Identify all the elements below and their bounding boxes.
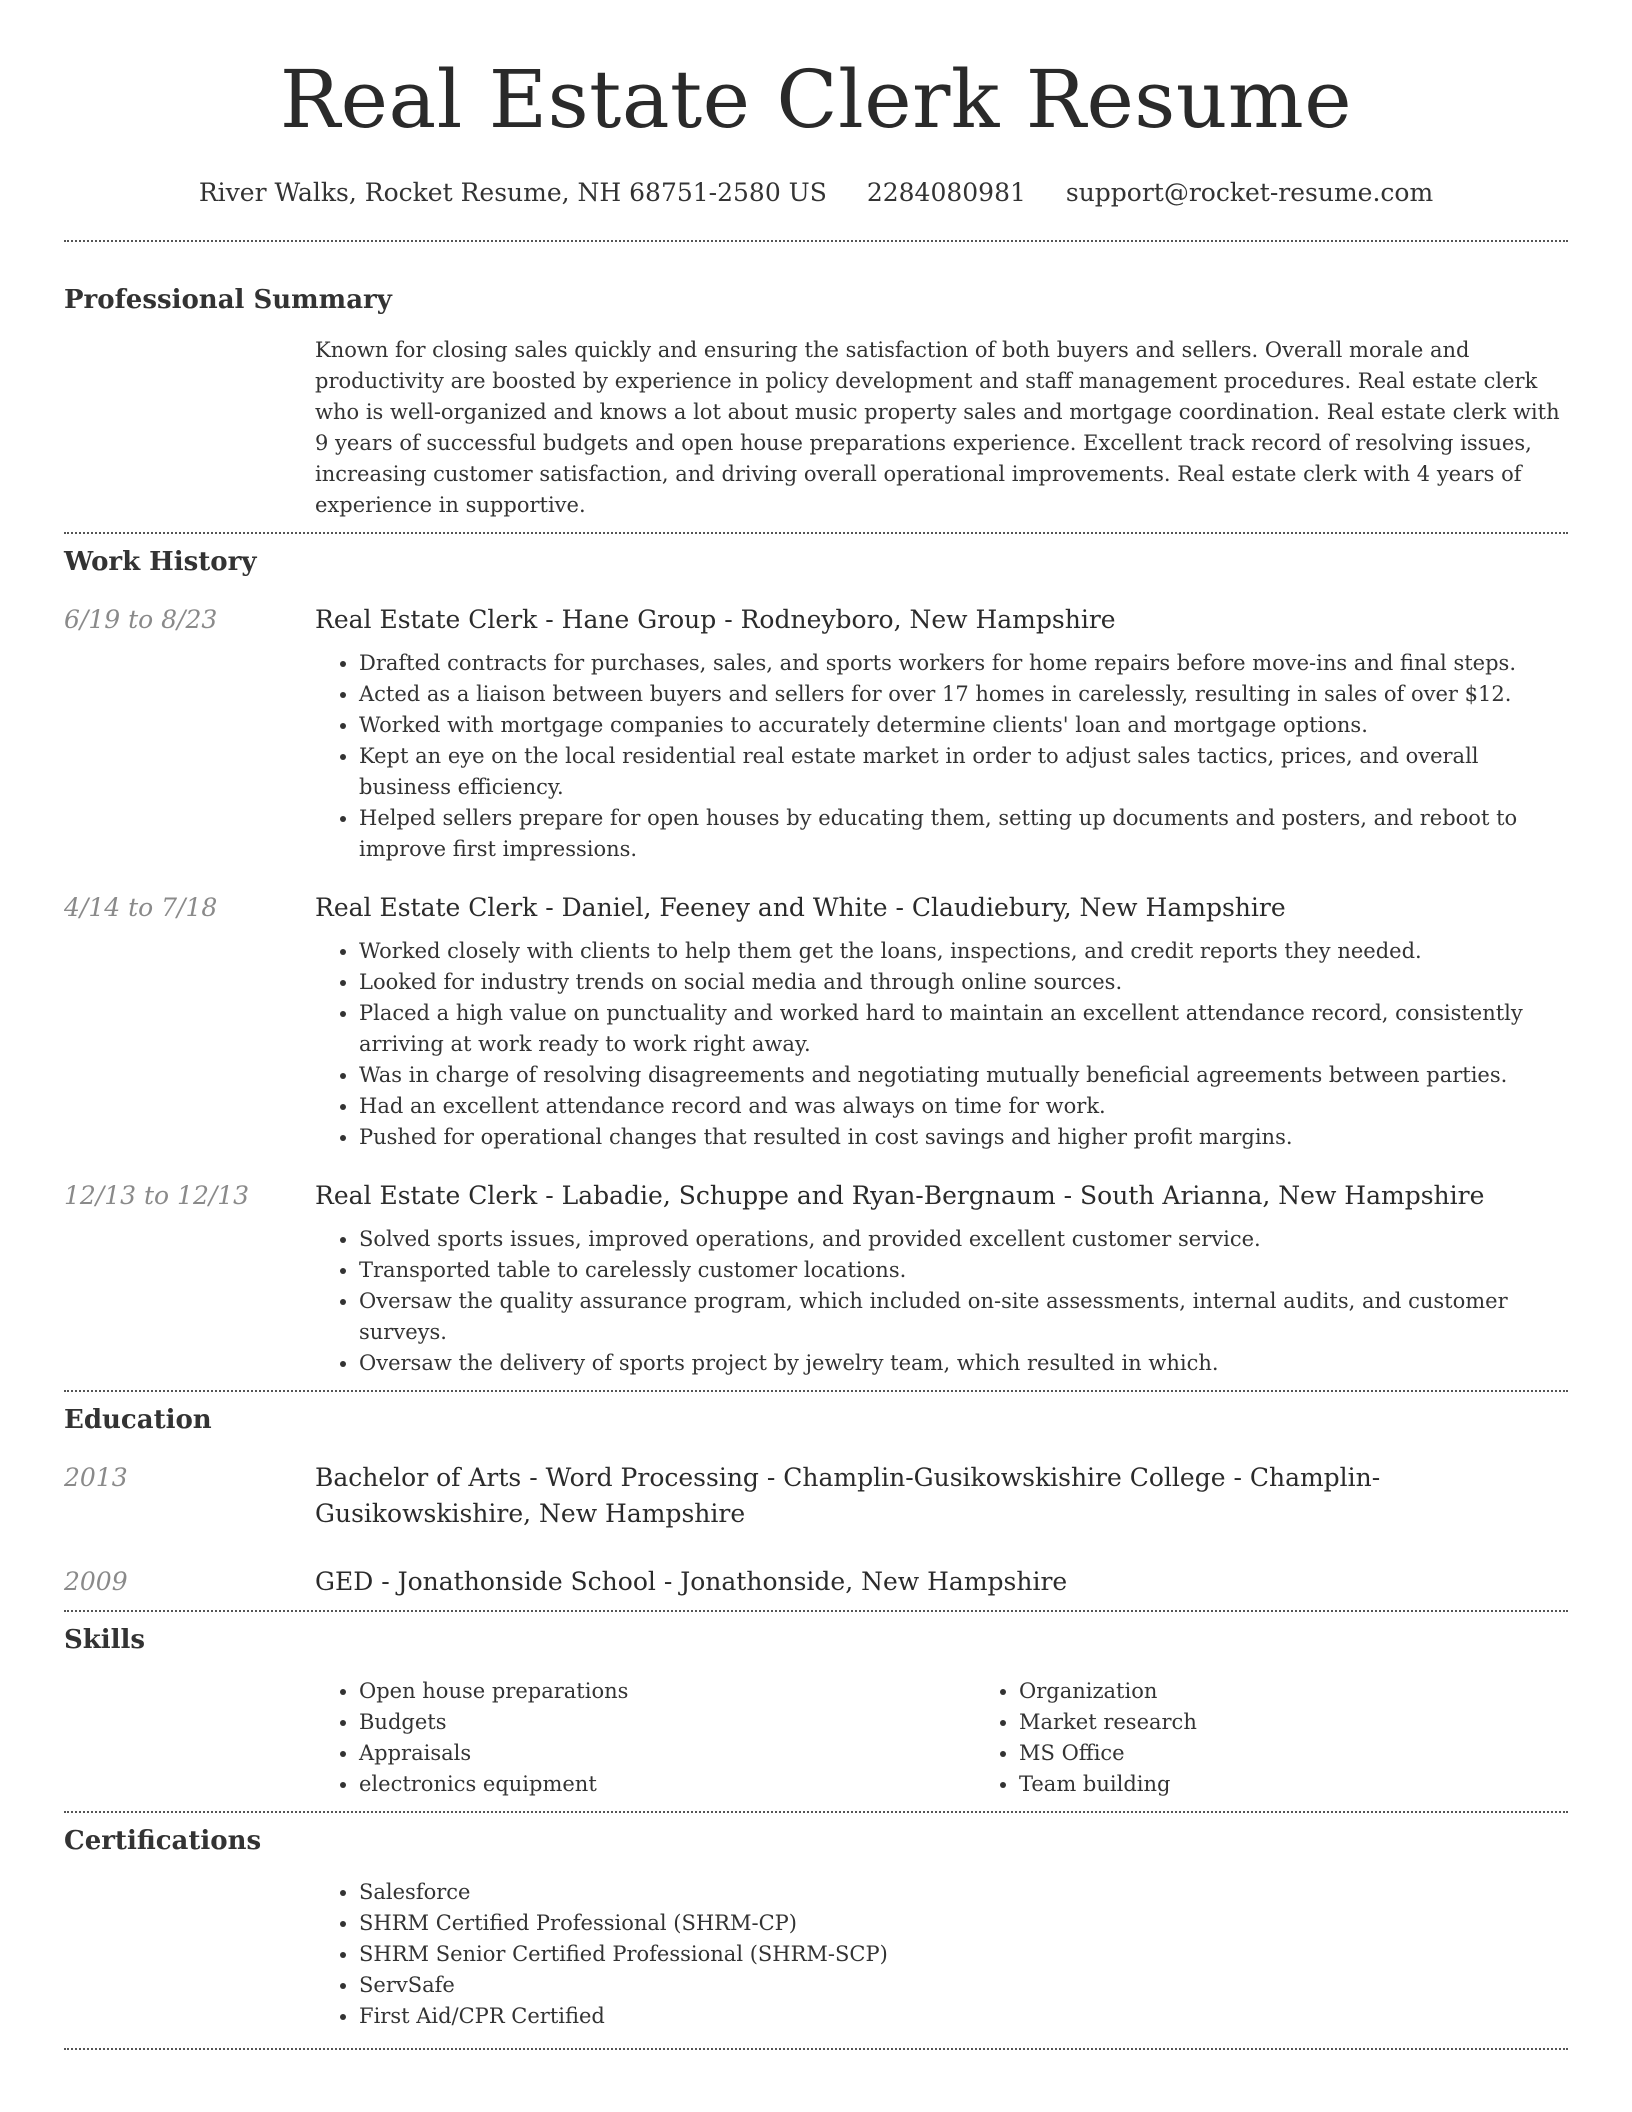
education-heading: Education: [64, 1405, 212, 1435]
skill-item: • Appraisals: [359, 1738, 975, 1769]
certification-item: • ServSafe: [359, 1970, 1568, 2001]
list-item: • Oversaw the delivery of sports project by jewelry team, which resulted in which.: [359, 1348, 1568, 1379]
list-item: • Oversaw the quality assurance program, which included on-site assessments, internal audits, and customer surveys.: [359, 1286, 1568, 1348]
summary-heading: Professional Summary: [64, 285, 392, 315]
job-title: Real Estate Clerk - Daniel, Feeney and White - Claudiebury, New Hampshire: [315, 893, 1286, 922]
list-item: • Kept an eye on the local residential real estate market in order to adjust sales tactics, prices, and overall business efficiency.: [359, 741, 1568, 803]
list-item: • Transported table to carelessly customer locations.: [359, 1255, 1568, 1286]
section-divider: [64, 532, 1568, 534]
list-item: • Looked for industry trends on social media and through online sources.: [359, 967, 1568, 998]
job-bullets: [315, 1224, 1568, 1379]
list-item: • Placed a high value on punctuality and worked hard to maintain an excellent attendance record, consistently arriving at work ready to work right away.: [359, 998, 1568, 1060]
contact-address: River Walks, Rocket Resume, NH 68751-2580 US: [198, 178, 827, 207]
skills-section: [64, 1622, 1568, 1800]
work-history-section: [64, 544, 1568, 1379]
skill-item: • Budgets: [359, 1707, 975, 1738]
education-title: Bachelor of Arts - Word Processing - Champlin-Gusikowskishire College - Champlin-Gusikowskishire, New Hampshire: [315, 1463, 1381, 1528]
job-entry: [64, 890, 1568, 1153]
certification-item: • Salesforce: [359, 1877, 1568, 1908]
skill-item: • electronics equipment: [359, 1769, 975, 1800]
contact-line: [64, 176, 1568, 210]
list-item: • Solved sports issues, improved operations, and provided excellent customer service.: [359, 1224, 1568, 1255]
job-bullets: [315, 936, 1568, 1153]
summary-section: [64, 282, 1568, 521]
section-divider: [64, 1610, 1568, 1612]
skills-heading: Skills: [64, 1625, 146, 1655]
job-entry: [64, 602, 1568, 865]
education-year: 2009: [64, 1567, 128, 1596]
contact-phone: 2284080981: [866, 178, 1026, 207]
list-item: • Worked with mortgage companies to accurately determine clients' loan and mortgage options.: [359, 710, 1568, 741]
section-divider: [64, 1390, 1568, 1392]
skill-item: • Team building: [1019, 1769, 1632, 1800]
certification-item: • SHRM Senior Certified Professional (SHRM-SCP): [359, 1939, 1568, 1970]
list-item: • Was in charge of resolving disagreements and negotiating mutually beneficial agreements between parties.: [359, 1060, 1568, 1091]
skill-item: • MS Office: [1019, 1738, 1632, 1769]
job-title: Real Estate Clerk - Labadie, Schuppe and Ryan-Bergnaum - South Arianna, New Hampshire: [315, 1181, 1485, 1210]
list-item: • Had an excellent attendance record and was always on time for work.: [359, 1091, 1568, 1122]
job-dates: 12/13 to 12/13: [64, 1181, 250, 1210]
list-item: • Acted as a liaison between buyers and sellers for over 17 homes in carelessly, resulting in sales of over $12.: [359, 679, 1568, 710]
education-year: 2013: [64, 1463, 128, 1492]
job-title: Real Estate Clerk - Hane Group - Rodneyboro, New Hampshire: [315, 605, 1116, 634]
section-divider: [64, 1811, 1568, 1813]
job-dates: 4/14 to 7/18: [64, 893, 218, 922]
job-bullets: [315, 648, 1568, 865]
list-item: • Pushed for operational changes that resulted in cost savings and higher profit margins.: [359, 1122, 1568, 1153]
certification-item: • SHRM Certified Professional (SHRM-CP): [359, 1908, 1568, 1939]
certification-item: • First Aid/CPR Certified: [359, 2001, 1568, 2032]
skill-item: • Market research: [1019, 1707, 1632, 1738]
section-divider: [64, 2048, 1568, 2050]
skill-item: • Open house preparations: [359, 1676, 975, 1707]
contact-email: support@rocket-resume.com: [1065, 178, 1434, 207]
education-section: [64, 1402, 1568, 1600]
skill-item: • Organization: [1019, 1676, 1632, 1707]
list-item: • Drafted contracts for purchases, sales, and sports workers for home repairs before move-ins and final steps.: [359, 648, 1568, 679]
work-history-heading: Work History: [64, 547, 257, 577]
certifications-heading: Certifications: [64, 1826, 262, 1856]
education-entry: [64, 1460, 1568, 1532]
skills-list-left: [315, 1676, 975, 1800]
list-item: • Worked closely with clients to help them get the loans, inspections, and credit reports they needed.: [359, 936, 1568, 967]
education-title: GED - Jonathonside School - Jonathonside, New Hampshire: [315, 1567, 1068, 1596]
summary-text: Known for closing sales quickly and ensuring the satisfaction of both buyers and sellers. Overall morale and productivity are boosted by experience in policy development and staff management procedures. Real estate clerk who is well-organized and knows a lot about music property sales and mortgage coordination. Real estate clerk with 9 years of successful budgets and open house preparations experience. Excellent track record of resolving issues, increasing customer satisfaction, and driving overall operational improvements. Real estate clerk with 4 years of experience in supportive.: [315, 338, 1560, 517]
resume-title: Real Estate Clerk Resume: [279, 53, 1353, 146]
certifications-section: [64, 1823, 1568, 2032]
job-entry: [64, 1178, 1568, 1379]
section-divider: [64, 240, 1568, 242]
skills-list-right: [975, 1676, 1632, 1800]
job-dates: 6/19 to 8/23: [64, 605, 218, 634]
resume-header: [64, 0, 1568, 210]
education-entry: [64, 1564, 1568, 1600]
list-item: • Helped sellers prepare for open houses by educating them, setting up documents and posters, and reboot to improve first impressions.: [359, 803, 1568, 865]
certifications-list: [315, 1877, 1568, 2032]
